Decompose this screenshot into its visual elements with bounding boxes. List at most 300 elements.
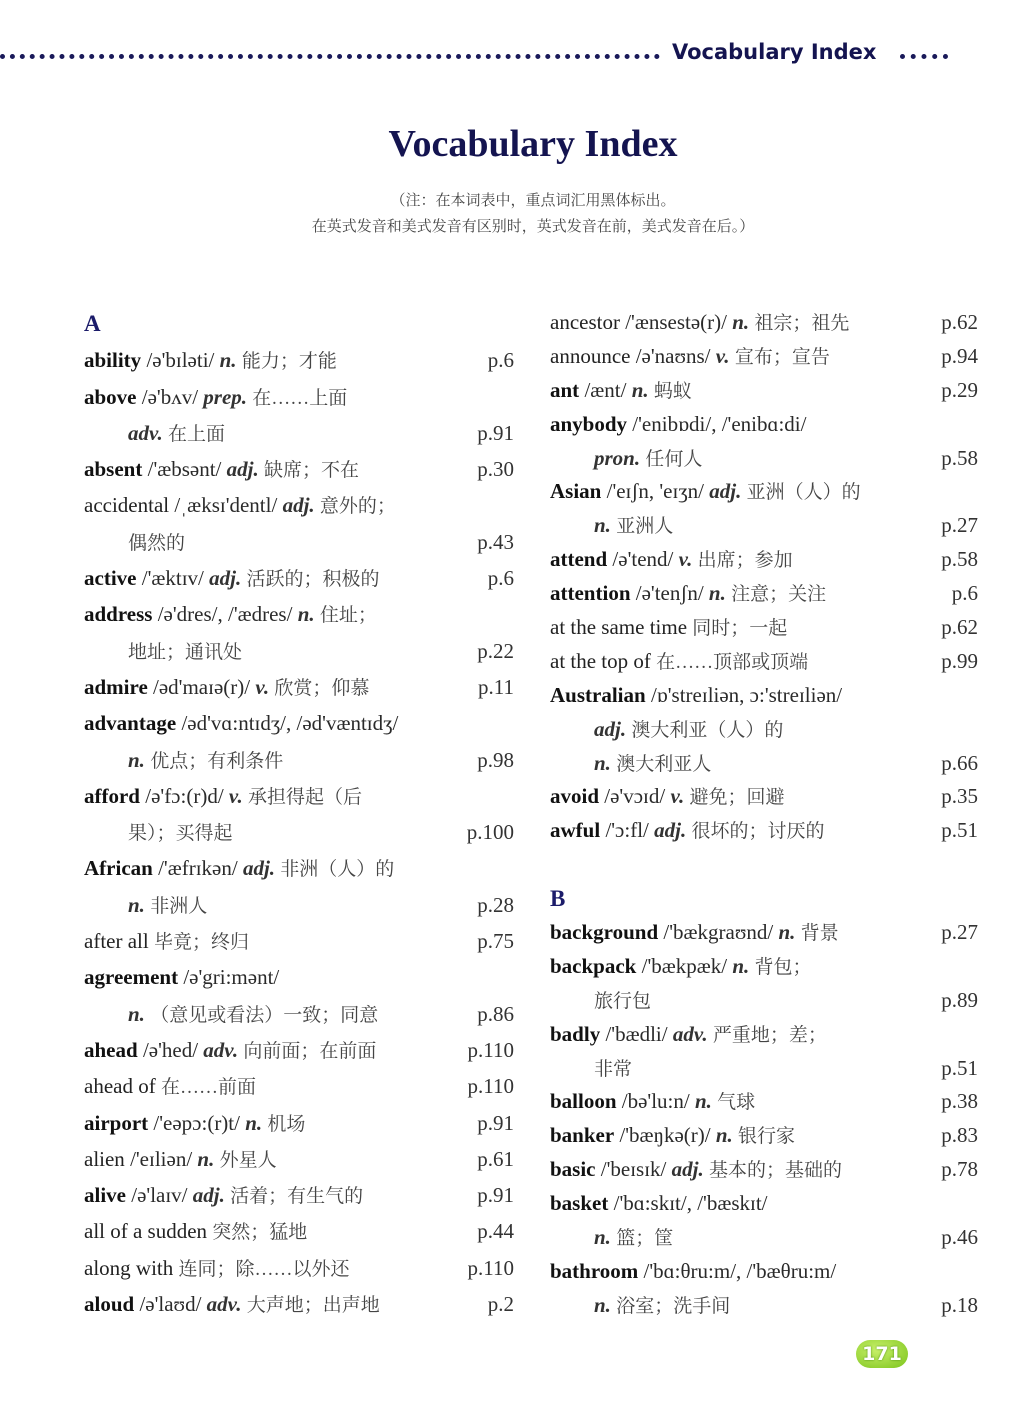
part-of-speech: adj. — [209, 566, 242, 591]
part-of-speech: n. — [594, 1292, 611, 1317]
entry-text — [84, 524, 185, 562]
page-reference: p.100 — [466, 820, 514, 845]
definition: 避免；回避 — [689, 787, 785, 809]
phonetic: /ə'bʌv/ — [141, 384, 199, 409]
definition: 毕竟；终归 — [153, 932, 249, 954]
index-entry-line — [84, 560, 514, 596]
page-reference: p.61 — [477, 1146, 514, 1171]
entry-text — [550, 1018, 827, 1053]
index-entry-line — [84, 342, 514, 378]
headword: advantage — [84, 711, 177, 736]
page-number-badge: 171 — [856, 1340, 908, 1368]
entry-text — [550, 984, 651, 1019]
definition: 承担得起（后 — [247, 786, 362, 808]
page-reference: p.58 — [941, 547, 978, 572]
headword: anybody — [550, 411, 628, 436]
index-entry-line — [550, 814, 978, 848]
index-entry-line — [550, 713, 978, 747]
definition: 欣赏；仰慕 — [274, 677, 370, 699]
headword: at the same time — [550, 615, 688, 640]
entry-text — [550, 1221, 673, 1256]
running-header-title: Vocabulary Index — [672, 40, 877, 64]
phonetic: /'beɪsɪk/ — [600, 1157, 667, 1182]
entry-text — [84, 596, 377, 634]
page-reference: p.58 — [941, 445, 978, 470]
page-reference: p.110 — [467, 1074, 514, 1099]
index-entry-line — [84, 1105, 514, 1141]
phonetic: /'bækgraʊnd/ — [663, 920, 774, 945]
definition: 任何人 — [645, 448, 703, 470]
phonetic: /ə'dres/, /'ædres/ — [157, 602, 293, 627]
phonetic: /'ɔ:fl/ — [605, 818, 649, 843]
index-entry-line — [550, 1018, 978, 1052]
headword: above — [84, 384, 137, 409]
entry-text — [550, 306, 849, 341]
part-of-speech: n. — [631, 377, 649, 402]
page-reference: p.35 — [941, 784, 978, 809]
definition: 在……上面 — [252, 387, 348, 409]
phonetic: /'eɪʃn, 'eɪʒn/ — [606, 479, 704, 504]
index-entry-line — [84, 923, 514, 959]
entry-text — [84, 850, 394, 888]
page-reference: p.27 — [941, 920, 978, 945]
section-letter-row — [550, 882, 978, 916]
phonetic: /'enibɒdi/, /'enibɑ:di/ — [632, 411, 807, 436]
phonetic: /'eəpɔ:(r)t/ — [153, 1110, 240, 1135]
definition: 在……顶部或顶端 — [656, 651, 809, 673]
page-reference: p.43 — [477, 529, 514, 554]
part-of-speech: v. — [715, 343, 730, 368]
entry-text — [550, 1289, 730, 1324]
entry-text — [84, 633, 242, 671]
phonetic: /bə'lu:n/ — [621, 1089, 690, 1114]
page-title: Vocabulary Index — [388, 123, 678, 165]
part-of-speech: pron. — [594, 445, 641, 470]
part-of-speech: n. — [297, 602, 315, 627]
index-entry-line — [550, 645, 978, 679]
headword: background — [550, 920, 659, 945]
section-letter: A — [84, 311, 101, 336]
index-entry-line — [84, 379, 514, 415]
phonetic: /ɒ'streɪliən, ɔ:'streɪliən/ — [650, 682, 843, 707]
definition: 非洲（人）的 — [280, 859, 395, 881]
entry-text — [550, 1052, 632, 1087]
definition: 意外的； — [319, 496, 396, 518]
page-reference: p.51 — [941, 1055, 978, 1080]
phonetic: /ə'laɪv/ — [131, 1183, 188, 1208]
index-entry-line — [84, 814, 514, 850]
index-entry-line — [84, 1177, 514, 1213]
headword: backpack — [550, 953, 637, 978]
entry-text — [84, 560, 379, 598]
headword: avoid — [550, 784, 600, 809]
entry-text — [550, 1085, 755, 1120]
entry-text — [84, 487, 396, 525]
headword: attend — [550, 547, 608, 572]
index-entry-line — [550, 1187, 978, 1221]
headword: after all — [84, 929, 149, 954]
phonetic: /'ænsestə(r)/ — [625, 310, 727, 334]
definition: 大声地；出声地 — [246, 1295, 380, 1317]
headword: African — [84, 856, 153, 881]
definition: 果）；买得起 — [128, 823, 233, 845]
page-reference: p.86 — [477, 1001, 514, 1026]
entry-text — [550, 475, 861, 510]
page-reference: p.62 — [941, 310, 978, 334]
index-entry-line — [84, 524, 514, 560]
page-reference: p.98 — [477, 747, 514, 772]
part-of-speech: n. — [694, 1089, 712, 1114]
section-letter: B — [550, 886, 566, 912]
part-of-speech: adj. — [282, 493, 315, 518]
phonetic: /'æktɪv/ — [141, 566, 204, 591]
entry-text — [84, 996, 378, 1034]
phonetic: /ə'bɪləti/ — [146, 348, 215, 373]
entry-text — [84, 1177, 363, 1215]
definition: 非常 — [594, 1058, 633, 1080]
part-of-speech: adj. — [671, 1157, 704, 1182]
phonetic: /ə'laʊd/ — [139, 1292, 202, 1317]
part-of-speech: n. — [594, 513, 611, 538]
index-entry-line — [84, 487, 514, 523]
index-entry-line — [84, 451, 514, 487]
definition: 住址； — [319, 605, 377, 627]
headword: ahead — [84, 1037, 138, 1062]
headword: bathroom — [550, 1258, 639, 1283]
headword: absent — [84, 457, 143, 482]
entry-text — [550, 713, 783, 748]
phonetic: /ə'tend/ — [612, 547, 674, 572]
entry-text — [84, 451, 359, 489]
page-reference: p.51 — [941, 818, 978, 843]
headword: announce — [550, 343, 631, 368]
index-entry-line — [84, 778, 514, 814]
page-reference: p.27 — [941, 513, 978, 538]
entry-text — [84, 959, 279, 995]
index-entry-line — [84, 1286, 514, 1322]
definition: 向前面；在前面 — [243, 1040, 377, 1062]
index-entry-line — [550, 306, 978, 340]
phonetic: /ə'vɔɪd/ — [604, 784, 666, 809]
index-entry-line — [550, 1153, 978, 1187]
page-reference: p.110 — [467, 1255, 514, 1280]
page-reference: p.44 — [477, 1219, 514, 1244]
phonetic: /ə'fɔ:(r)d/ — [145, 783, 224, 808]
note-line: 在英式发音和美式发音有区别时，英式发音在前，美式发音在后。） — [311, 219, 755, 235]
entry-text — [550, 645, 808, 680]
page-reference: p.94 — [941, 343, 978, 368]
definition: 背景 — [800, 923, 839, 945]
headword: Australian — [550, 682, 646, 707]
part-of-speech: n. — [708, 581, 726, 606]
definition: 非洲人 — [150, 895, 208, 917]
page-reference: p.29 — [941, 377, 978, 402]
index-entry-line — [550, 1221, 978, 1255]
definition: 机场 — [267, 1113, 306, 1135]
index-entry-line — [550, 1255, 978, 1289]
definition: 蚂蚁 — [653, 380, 692, 402]
part-of-speech: adj. — [242, 856, 276, 881]
index-entry-line — [84, 415, 514, 451]
headword: agreement — [84, 965, 179, 990]
page-reference: p.22 — [477, 638, 514, 663]
index-column-right — [550, 306, 978, 1323]
phonetic: /'bɑ:skɪt/, /'bæskɪt/ — [613, 1191, 768, 1216]
phonetic: /'bɑ:θru:m/, /'bæθru:m/ — [643, 1258, 837, 1283]
index-entry-line — [550, 747, 978, 781]
index-entry-line — [84, 887, 514, 923]
entry-text — [550, 340, 830, 375]
definition: 澳大利亚（人）的 — [631, 719, 784, 741]
entry-text — [550, 408, 806, 442]
index-entry-line — [84, 669, 514, 705]
headword: Asian — [550, 479, 602, 504]
part-of-speech: adj. — [594, 716, 627, 741]
part-of-speech: adv. — [203, 1037, 239, 1062]
entry-text — [550, 882, 565, 917]
definition: 连同；除……以外还 — [178, 1258, 350, 1280]
entry-text — [84, 887, 207, 925]
part-of-speech: adj. — [192, 1183, 225, 1208]
part-of-speech: n. — [128, 892, 145, 917]
note-line: （注：在本词表中，重点词汇用黑体标出。 — [390, 193, 676, 209]
headword: accidental — [84, 493, 170, 518]
headword: along with — [84, 1255, 174, 1280]
headword: active — [84, 566, 137, 591]
page-reference: p.38 — [941, 1089, 978, 1114]
definition: 活着；有生气的 — [230, 1186, 364, 1208]
headword: ahead of — [84, 1074, 156, 1099]
entry-text — [550, 950, 812, 985]
entry-text — [84, 1213, 307, 1251]
entry-text — [84, 1141, 277, 1179]
definition: 旅行包 — [594, 990, 652, 1012]
page-reference: p.46 — [941, 1225, 978, 1250]
index-entry-line — [550, 509, 978, 543]
part-of-speech: n. — [715, 1123, 733, 1148]
entry-text — [550, 780, 785, 815]
part-of-speech: n. — [778, 920, 796, 945]
headword: awful — [550, 818, 601, 843]
entry-text — [84, 1250, 350, 1288]
part-of-speech: n. — [128, 1001, 145, 1026]
index-entry-line — [550, 780, 978, 814]
page-reference: p.91 — [477, 1110, 514, 1135]
definition: 偶然的 — [128, 532, 186, 554]
index-entry-line — [550, 848, 978, 882]
phonetic: /ə'gri:mənt/ — [183, 965, 280, 990]
part-of-speech: adv. — [206, 1292, 242, 1317]
phonetic: /'bædli/ — [605, 1021, 668, 1046]
entry-text — [550, 1187, 768, 1221]
headword: ability — [84, 348, 142, 373]
index-entry-line — [550, 984, 978, 1018]
index-entry-line — [550, 679, 978, 713]
definition: 基本的；基础的 — [708, 1160, 842, 1182]
part-of-speech: n. — [219, 348, 237, 373]
definition: 气球 — [717, 1092, 756, 1114]
headword: basic — [550, 1157, 596, 1182]
entry-text — [84, 923, 249, 961]
entry-text — [550, 611, 787, 646]
section-letter-row — [84, 306, 514, 342]
index-entry-line — [84, 1141, 514, 1177]
part-of-speech: n. — [245, 1110, 263, 1135]
part-of-speech: n. — [732, 953, 750, 978]
page-reference: p.75 — [477, 929, 514, 954]
headword: all of a sudden — [84, 1219, 208, 1244]
headword: at the top of — [550, 648, 651, 673]
definition: 篮；筐 — [616, 1228, 674, 1250]
index-entry-line — [550, 1085, 978, 1119]
phonetic: /əd'vɑ:ntɪdʒ/, /əd'væntɪdʒ/ — [181, 711, 399, 736]
entry-text — [84, 742, 283, 780]
index-entry-line — [84, 1068, 514, 1104]
dotted-rule — [0, 54, 660, 59]
definition: 在上面 — [168, 423, 226, 445]
page-reference: p.66 — [941, 750, 978, 775]
definition: 亚洲人 — [616, 516, 674, 538]
part-of-speech: prep. — [203, 384, 248, 409]
entry-text — [550, 543, 793, 578]
definition: 同时；一起 — [692, 618, 788, 640]
entry-text — [84, 705, 398, 741]
phonetic: /'bæŋkə(r)/ — [619, 1123, 711, 1148]
page-reference: p.89 — [941, 987, 978, 1012]
page-reference: p.28 — [477, 892, 514, 917]
index-entry-line — [84, 596, 514, 632]
headword: balloon — [550, 1089, 617, 1114]
phonetic: /ə'naʊns/ — [635, 343, 711, 368]
index-entry-line — [550, 475, 978, 509]
part-of-speech: n. — [594, 750, 611, 775]
entry-text — [84, 1105, 305, 1143]
page-reference: p.110 — [467, 1037, 514, 1062]
index-entry-line — [84, 1250, 514, 1286]
index-entry-line — [550, 408, 978, 442]
index-entry-line — [550, 442, 978, 476]
part-of-speech: adj. — [709, 479, 742, 504]
phonetic: /'æfrɪkən/ — [158, 856, 238, 881]
entry-text — [84, 778, 362, 816]
headword: address — [84, 602, 153, 627]
index-entry-line — [84, 633, 514, 669]
part-of-speech: v. — [670, 784, 685, 809]
index-entry-line — [550, 1119, 978, 1153]
index-entry-line — [84, 850, 514, 886]
phonetic: /ə'tenʃn/ — [635, 581, 704, 606]
headword: airport — [84, 1110, 149, 1135]
page-reference: p.2 — [487, 1292, 514, 1317]
index-entry-line — [550, 916, 978, 950]
phonetic: /əd'maɪə(r)/ — [153, 674, 251, 699]
index-entry-line — [550, 340, 978, 374]
page-reference: p.62 — [941, 615, 978, 640]
definition: （意见或看法）一致；同意 — [150, 1004, 379, 1026]
headword: badly — [550, 1021, 601, 1046]
headword: ant — [550, 377, 580, 402]
part-of-speech: v. — [228, 783, 243, 808]
part-of-speech: n. — [197, 1146, 215, 1171]
entry-text — [550, 1255, 836, 1289]
index-entry-line — [550, 611, 978, 645]
page-reference: p.99 — [941, 648, 978, 673]
definition: 优点；有利条件 — [150, 750, 284, 772]
entry-text — [84, 415, 225, 453]
page-reference: p.78 — [941, 1157, 978, 1182]
phonetic: /ænt/ — [584, 377, 627, 402]
part-of-speech: n. — [594, 1225, 611, 1250]
definition: 银行家 — [738, 1126, 796, 1148]
entry-text — [550, 442, 702, 477]
entry-text — [550, 577, 826, 612]
index-entry-line — [84, 742, 514, 778]
part-of-speech: n. — [128, 747, 145, 772]
definition: 突然；猛地 — [212, 1222, 308, 1244]
entry-text — [550, 814, 824, 849]
running-header — [0, 38, 950, 72]
headword: ancestor — [550, 310, 620, 334]
index-entry-line — [84, 959, 514, 995]
entry-text — [84, 814, 233, 852]
index-entry-line — [84, 1213, 514, 1249]
part-of-speech: v. — [255, 674, 270, 699]
part-of-speech: adv. — [128, 420, 163, 445]
entry-text — [550, 374, 692, 409]
entry-text — [84, 1068, 256, 1106]
definition: 很坏的；讨厌的 — [691, 821, 825, 843]
entry-text — [550, 1153, 842, 1188]
definition: 活跃的；积极的 — [246, 569, 380, 591]
definition: 地址；通讯处 — [128, 641, 243, 663]
page-reference: p.91 — [477, 420, 514, 445]
definition: 能力；才能 — [241, 351, 337, 373]
phonetic: /ə'hed/ — [142, 1037, 199, 1062]
index-entry-line — [84, 705, 514, 741]
entry-text — [84, 1032, 376, 1070]
index-entry-line — [84, 1032, 514, 1068]
dotted-rule — [900, 54, 948, 59]
definition: 亚洲（人）的 — [746, 482, 861, 504]
entry-text — [84, 306, 101, 342]
entry-text — [84, 342, 337, 380]
definition: 在……前面 — [160, 1077, 256, 1099]
part-of-speech: adj. — [654, 818, 687, 843]
entry-text — [84, 669, 369, 707]
entry-text — [550, 509, 673, 544]
definition: 祖宗；祖先 — [754, 313, 850, 334]
page-reference: p.6 — [487, 348, 514, 373]
page-reference: p.83 — [941, 1123, 978, 1148]
index-entry-line — [550, 1052, 978, 1086]
definition: 出席；参加 — [697, 550, 793, 572]
definition: 澳大利亚人 — [616, 753, 712, 775]
definition: 注意；关注 — [731, 584, 827, 606]
index-entry-line — [550, 374, 978, 408]
headword: alien — [84, 1146, 125, 1171]
phonetic: /'bækpæk/ — [641, 953, 728, 978]
page-reference: p.6 — [487, 566, 514, 591]
page-reference: p.18 — [941, 1292, 978, 1317]
definition: 缺席；不在 — [264, 460, 360, 482]
headword: aloud — [84, 1292, 135, 1317]
index-entry-line — [550, 1289, 978, 1323]
definition: 背包； — [754, 956, 812, 978]
part-of-speech: adj. — [226, 457, 259, 482]
page-reference: p.30 — [477, 457, 514, 482]
entry-text — [84, 379, 347, 417]
index-entry-line — [550, 543, 978, 577]
